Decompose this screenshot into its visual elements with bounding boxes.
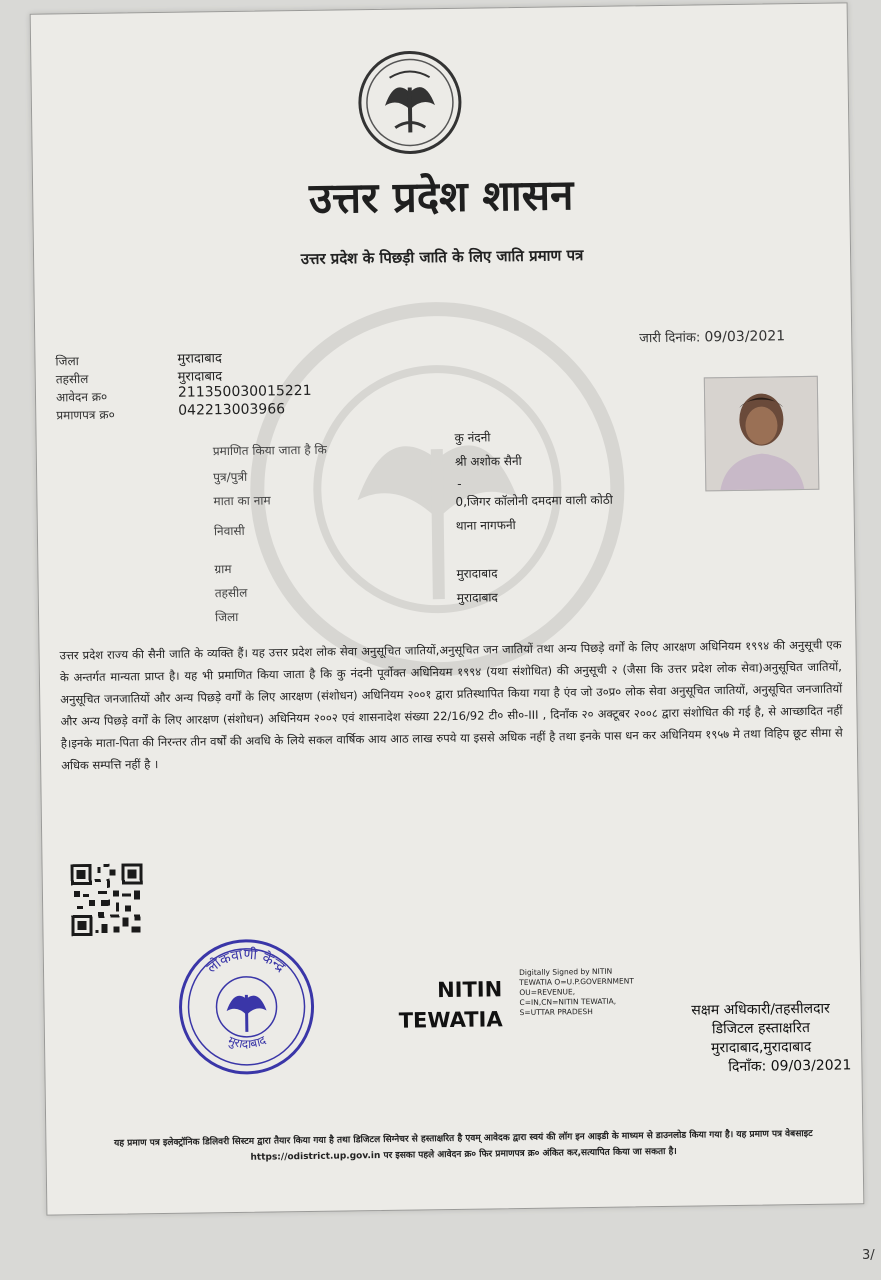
meta-label-application-no: आवेदन क्र० (55, 389, 108, 405)
address-line2: थाना नागफनी (455, 518, 516, 533)
officer-block (671, 999, 852, 1078)
resident-label: निवासी (213, 523, 245, 539)
applicant-name: कु नंदनी (454, 430, 491, 445)
father-name: श्री अशोक सैनी (454, 453, 522, 469)
address-line1: 0,जिगर कॉलोनी दमदमा वाली कोठी (455, 492, 613, 509)
meta-value-certificate-no: 042213003966 (178, 401, 286, 419)
digital-signature-text: Digitally Signed by NITIN TEWATIA O=U.P.GOVERNMENT OU=REVENUE, C=IN,CN=NITIN TEWATIA, S=UTTAR PRADESH (519, 966, 634, 1018)
meta-label-certificate-no: प्रमाणपत्र क्र० (56, 407, 115, 423)
officer-signed-note: डिजिटल हस्ताक्षरित (711, 1019, 810, 1038)
page-number: 3/ (862, 1248, 875, 1263)
tehsil-value: मुरादाबाद (456, 566, 498, 581)
up-emblem-icon (354, 47, 466, 159)
svg-text:मुरादाबाद (226, 1033, 269, 1052)
footer-note: यह प्रमाण पत्र इलेक्ट्रॉनिक डिलिवरी सिस्टम द्वारा तैयार किया गया है तथा डिजिटल सिग्नेचर से हस्ताक्षरित है एवम् आवेदक द्वारा स्वयं की लॉग इन आइडी के माध्यम से डाउनलोड किया गया है। यह प्रमाण पत्र वेबसाइट https://odistrict.up.gov.in पर इसका पहले आवेदन क्र० फिर प्रमाणपत्र क्र० अंकित कर,सत्यापित किया जा सकता है। (114, 1128, 813, 1163)
meta-label-tehsil: तहसील (55, 371, 89, 387)
officer-designation: सक्षम अधिकारी/तहसीलदार (691, 1000, 830, 1019)
office-seal-icon (176, 936, 318, 1078)
signer-name: NITIN TEWATIA (398, 977, 503, 1033)
person-photo-icon (705, 377, 819, 491)
mother-label: माता का नाम (213, 493, 271, 509)
officer-date: दिनाँक: 09/03/2021 (728, 1057, 852, 1076)
meta-value-application-no: 211350030015221 (177, 382, 312, 401)
relation-label: पुत्र/पुत्री (213, 469, 248, 485)
tehsil-label: तहसील (214, 585, 248, 601)
qr-code-icon (71, 863, 144, 936)
mother-name: - (457, 476, 462, 491)
certificate-body-text: उत्तर प्रदेश राज्य की सैनी जाति के व्यक्ति हैं। यह उत्तर प्रदेश लोक सेवा अनुसूचित जातियों,अनुसूचित जन जातियों तथा अन्य पिछड़े वर्गों के लिए आरक्षण अधिनियम १९९४ की अनुसूची एक के अन्तर्गत मान्यता प्राप्त है। यह भी प्रमाणित किया जाता है कि कु नंदनी पूर्वोक्त अधिनियम १९९४ (यथा संशोधित) की अनुसूची २ (जैसा कि उत्तर प्रदेश लोक सेवा)अनुसूचित जातियों, अनुसूचित जनजातियों और अन्य पिछड़े वर्गों के लिए आरक्षण (संशोधन) अधिनियम २००१ द्वारा प्रतिस्थापित किया गया है एंव जो उ०प्र० लोक सेवा अनुसूचित जातियों, अनुसूचित जनजातियों और अन्य पिछड़े वर्गों के लिए आरक्षण (संशोधन) अधिनियम २००२ एवं शासनादेश संख्या 22/16/92 टी० सी०-III , दिनाँक २० अक्टूबर २००८ द्वारा संशोधित की गई है, से आच्छादित नहीं है।इनके माता-पिता की निरन्तर तीन वर्षों की अवधि के लिये सकल वार्षिक आय आठ लाख रुपये या इससे अधिक नहीं है तथा इनके पास धन कर अधिनियम १९५७ मे तथा विहिप छूट सीमा से अधिक सम्पत्ति नहीं है । (59, 637, 843, 773)
village-label: ग्राम (214, 562, 232, 577)
certificate-page (30, 2, 865, 1215)
applicant-photo (704, 376, 820, 492)
district-label: जिला (214, 609, 239, 625)
certificate-subtitle: उत्तर प्रदेश के पिछड़ी जाति के लिए जाति प्रमाण पत्र (300, 246, 584, 269)
seal-bottom-text: मुरादाबाद (226, 1032, 269, 1052)
certify-label: प्रमाणित किया जाता है कि (212, 442, 327, 459)
meta-value-tehsil: मुरादाबाद (177, 369, 223, 385)
meta-value-district: मुरादाबाद (177, 351, 223, 367)
seal-top-text: लोकवाणी केन्द्र (204, 946, 289, 977)
page-title: उत्तर प्रदेश शासन (308, 170, 574, 223)
district-value: मुरादाबाद (456, 590, 498, 605)
officer-location: मुरादाबाद,मुरादाबाद (710, 1038, 812, 1057)
issue-date: जारी दिनांक: 09/03/2021 (639, 328, 786, 347)
watermark-emblem-icon (245, 296, 630, 681)
meta-label-district: जिला (55, 354, 79, 369)
